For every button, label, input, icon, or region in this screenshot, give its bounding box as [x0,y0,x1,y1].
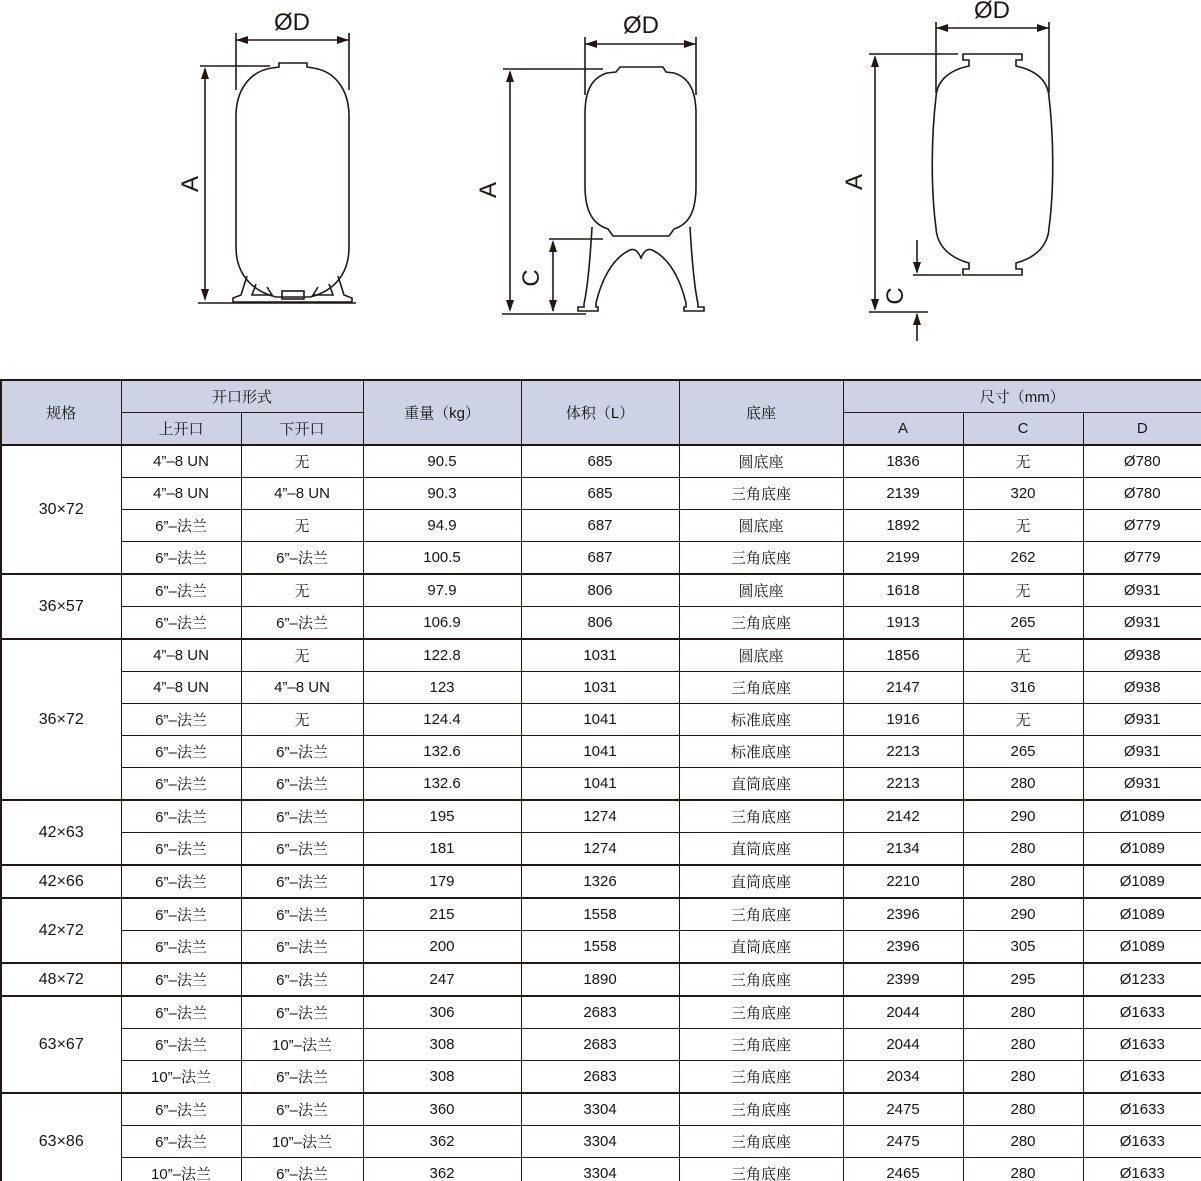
spec-cell: 63×86 [1,1093,121,1181]
table-cell: 无 [241,639,363,672]
diameter-label: ØD [623,12,659,39]
table-cell: 320 [963,478,1083,510]
table-cell: 三角底座 [679,963,843,996]
table-cell: 106.9 [363,607,521,640]
table-cell: 10”–法兰 [121,1158,241,1181]
table-cell: 6”–法兰 [241,736,363,768]
table-cell: 6”–法兰 [121,1093,241,1126]
table-cell: 直筒底座 [679,865,843,898]
table-cell: 687 [521,510,679,542]
arrowhead [936,24,948,32]
table-cell: 6”–法兰 [121,833,241,866]
table-cell: 2044 [843,996,963,1029]
table-row [1,996,1201,1029]
table-cell: 1041 [521,768,679,801]
table-cell: 6”–法兰 [121,963,241,996]
table-cell: 2396 [843,898,963,931]
table-cell: 2683 [521,1061,679,1094]
table-cell: 6”–法兰 [121,510,241,542]
table-cell: 1892 [843,510,963,542]
extension-lines [585,37,696,95]
table-cell: 无 [963,510,1083,542]
table-cell: Ø938 [1083,672,1201,704]
table-cell: 6”–法兰 [121,898,241,931]
table-cell: Ø1089 [1083,865,1201,898]
header-dim-a: A [843,413,963,446]
table-cell: 305 [963,931,1083,964]
table-cell: 2139 [843,478,963,510]
table-cell: 6”–法兰 [241,1093,363,1126]
table-cell: 123 [363,672,521,704]
table-cell: 1274 [521,800,679,833]
table-row [1,963,1201,996]
table-cell: Ø1233 [1083,963,1201,996]
table-cell: 无 [241,445,363,478]
table-cell: 3304 [521,1093,679,1126]
table-cell: 三角底座 [679,542,843,575]
table-cell: 806 [521,607,679,640]
table-cell: 2465 [843,1158,963,1181]
header-dim-c: C [963,413,1083,446]
table-cell: 90.3 [363,478,521,510]
table-cell: 4”–8 UN [241,672,363,704]
base-height-label: C [518,269,545,287]
table-cell: 三角底座 [679,478,843,510]
table-cell: 6”–法兰 [121,1126,241,1158]
arrowhead [201,289,209,301]
table-row [1,574,1201,607]
table-cell: 1618 [843,574,963,607]
table-cell: 132.6 [363,768,521,801]
arrowhead [201,67,209,79]
table-cell: 6”–法兰 [241,768,363,801]
arrowhead [549,300,557,312]
table-row [1,607,1201,640]
table-cell: 2044 [843,1029,963,1061]
table-cell: 6”–法兰 [241,865,363,898]
table-cell: 295 [963,963,1083,996]
table-cell: 标准底座 [679,704,843,736]
table-cell: 4”–8 UN [121,639,241,672]
extension-lines [236,33,349,90]
header-weight: 重量（kg） [363,380,521,445]
table-cell: 290 [963,800,1083,833]
table-cell: 4”–8 UN [121,445,241,478]
table-cell: 6”–法兰 [121,768,241,801]
table-cell: 圆底座 [679,639,843,672]
header-dim-d: D [1083,413,1201,446]
table-row [1,736,1201,768]
table-cell: Ø931 [1083,768,1201,801]
spec-cell: 63×67 [1,996,121,1093]
table-cell: 280 [963,1126,1083,1158]
spec-cell: 42×66 [1,865,121,898]
table-cell: 6”–法兰 [241,931,363,964]
table-cell: 直筒底座 [679,931,843,964]
diagram-round-base-tank [177,9,356,303]
header-bottom-opening: 下开口 [241,413,363,446]
table-cell: Ø780 [1083,478,1201,510]
spec-cell: 42×72 [1,898,121,963]
diameter-label: ØD [974,0,1010,24]
tank-body [932,54,1053,275]
table-row [1,1158,1201,1181]
table-cell: 360 [363,1093,521,1126]
header-top-opening: 上开口 [121,413,241,446]
table-cell: 2475 [843,1126,963,1158]
table-cell: Ø1089 [1083,833,1201,866]
table-cell: 1558 [521,931,679,964]
table-cell: 6”–法兰 [121,736,241,768]
table-cell: 280 [963,768,1083,801]
height-label: A [177,175,204,193]
arrowhead [585,40,597,48]
table-cell: 三角底座 [679,898,843,931]
table-cell: 195 [363,800,521,833]
table-cell: 直筒底座 [679,833,843,866]
table-cell: 306 [363,996,521,1029]
table-cell: 685 [521,478,679,510]
table-cell: 6”–法兰 [121,704,241,736]
spec-cell: 36×72 [1,639,121,800]
table-cell: 标准底座 [679,736,843,768]
table-cell: 6”–法兰 [241,963,363,996]
table-cell: 806 [521,574,679,607]
table-cell: 362 [363,1158,521,1181]
table-cell: 6”–法兰 [241,607,363,640]
table-row [1,833,1201,866]
table-cell: 280 [963,1061,1083,1094]
table-cell: 无 [241,510,363,542]
table-cell: 6”–法兰 [241,898,363,931]
table-row [1,898,1201,931]
table-cell: 10”–法兰 [241,1029,363,1061]
table-cell: 100.5 [363,542,521,575]
table-cell: Ø1633 [1083,1093,1201,1126]
extension-lines [936,22,1049,93]
table-cell: 2034 [843,1061,963,1094]
table-cell: Ø1089 [1083,898,1201,931]
table-cell: 687 [521,542,679,575]
table-cell: 6”–法兰 [241,833,363,866]
table-cell: 6”–法兰 [121,574,241,607]
table-cell: Ø931 [1083,704,1201,736]
header-dimensions: 尺寸（mm） [843,380,1201,413]
spec-table-header [1,380,1201,445]
spec-cell: 36×57 [1,574,121,639]
arrowhead [549,240,557,252]
table-cell: 179 [363,865,521,898]
table-cell: 6”–法兰 [241,1061,363,1094]
table-row [1,1029,1201,1061]
table-cell: 6”–法兰 [241,1158,363,1181]
table-cell: 4”–8 UN [241,478,363,510]
table-cell: 2683 [521,996,679,1029]
table-row [1,478,1201,510]
table-cell: 97.9 [363,574,521,607]
table-cell: 362 [363,1126,521,1158]
table-cell: Ø1633 [1083,1061,1201,1094]
table-cell: 三角底座 [679,1126,843,1158]
table-cell: 132.6 [363,736,521,768]
table-cell: 215 [363,898,521,931]
table-cell: 6”–法兰 [121,800,241,833]
table-row [1,768,1201,801]
table-cell: Ø1089 [1083,931,1201,964]
table-cell: 2396 [843,931,963,964]
table-cell: Ø931 [1083,736,1201,768]
table-row [1,672,1201,704]
tank-diagrams-svg [0,0,1201,379]
table-cell: 三角底座 [679,672,843,704]
table-cell: Ø1633 [1083,1029,1201,1061]
table-cell: 280 [963,1158,1083,1181]
table-cell: Ø1633 [1083,1158,1201,1181]
header-spec: 规格 [1,380,121,445]
table-cell: 1041 [521,736,679,768]
header-opening: 开口形式 [121,380,363,413]
table-cell: 6”–法兰 [121,931,241,964]
table-cell: 2683 [521,1029,679,1061]
table-cell: 6”–法兰 [121,607,241,640]
round-base [233,276,352,302]
table-cell: 1913 [843,607,963,640]
table-cell: 2213 [843,768,963,801]
table-row [1,1093,1201,1126]
table-cell: 无 [241,574,363,607]
table-cell: Ø931 [1083,607,1201,640]
arrowhead [506,300,514,312]
diagram-double-flange-tank [841,0,1053,341]
table-cell: 6”–法兰 [121,1029,241,1061]
table-row [1,1126,1201,1158]
table-cell: Ø938 [1083,639,1201,672]
table-row [1,510,1201,542]
table-cell: 圆底座 [679,445,843,478]
table-cell: 6”–法兰 [121,542,241,575]
table-cell: 三角底座 [679,996,843,1029]
spec-cell: 48×72 [1,963,121,996]
table-cell: 90.5 [363,445,521,478]
table-cell: Ø1633 [1083,1126,1201,1158]
table-cell: 无 [963,704,1083,736]
table-cell: 6”–法兰 [241,996,363,1029]
table-row [1,931,1201,964]
table-cell: Ø780 [1083,445,1201,478]
header-base: 底座 [679,380,843,445]
table-cell: 直筒底座 [679,768,843,801]
arrowhead [1037,24,1049,32]
table-cell: 1916 [843,704,963,736]
table-cell: 280 [963,996,1083,1029]
arrowhead [506,70,514,82]
table-cell: 10”–法兰 [121,1061,241,1094]
table-cell: 280 [963,865,1083,898]
table-cell: 265 [963,736,1083,768]
table-cell: 三角底座 [679,1093,843,1126]
table-cell: 290 [963,898,1083,931]
table-cell: 圆底座 [679,510,843,542]
table-cell: 280 [963,1029,1083,1061]
table-cell: 265 [963,607,1083,640]
table-cell: Ø779 [1083,510,1201,542]
base-height-label: C [882,287,909,305]
table-cell: 94.9 [363,510,521,542]
table-cell: 10”–法兰 [241,1126,363,1158]
table-cell: 6”–法兰 [241,800,363,833]
table-cell: 2147 [843,672,963,704]
table-row [1,445,1201,478]
table-cell: 316 [963,672,1083,704]
table-cell: 圆底座 [679,574,843,607]
header-row-1 [1,380,1201,413]
table-cell: 1856 [843,639,963,672]
table-cell: 无 [241,704,363,736]
table-cell: 685 [521,445,679,478]
table-cell: 6”–法兰 [241,542,363,575]
table-cell: 1890 [521,963,679,996]
table-cell: 4”–8 UN [121,478,241,510]
arrowhead [913,313,921,325]
table-cell: 181 [363,833,521,866]
table-cell: 4”–8 UN [121,672,241,704]
table-cell: 200 [363,931,521,964]
table-cell: Ø931 [1083,574,1201,607]
table-cell: 3304 [521,1158,679,1181]
table-cell: 122.8 [363,639,521,672]
table-cell: 6”–法兰 [121,996,241,1029]
height-label: A [841,173,868,191]
table-cell: 3304 [521,1126,679,1158]
table-cell: 308 [363,1029,521,1061]
spec-cell: 42×63 [1,800,121,865]
diameter-label: ØD [274,9,310,36]
arrowhead [871,55,879,67]
tank-diagrams [0,0,1201,379]
table-cell: 无 [963,574,1083,607]
table-cell: 无 [963,639,1083,672]
table-row [1,639,1201,672]
table-row [1,542,1201,575]
table-cell: 280 [963,833,1083,866]
table-cell: 三角底座 [679,607,843,640]
table-row [1,865,1201,898]
arrowhead [913,262,921,274]
table-row [1,800,1201,833]
table-cell: 280 [963,1093,1083,1126]
table-row [1,704,1201,736]
tank-body [236,63,349,297]
arrowhead [871,299,879,311]
table-cell: 308 [363,1061,521,1094]
height-label: A [475,181,502,199]
table-cell: 2475 [843,1093,963,1126]
table-cell: 1836 [843,445,963,478]
header-volume: 体积（L） [521,380,679,445]
table-cell: Ø779 [1083,542,1201,575]
table-cell: 124.4 [363,704,521,736]
table-cell: 三角底座 [679,1061,843,1094]
table-cell: 1031 [521,639,679,672]
table-cell: 1274 [521,833,679,866]
table-cell: 1031 [521,672,679,704]
table-cell: 2210 [843,865,963,898]
table-cell: 2199 [843,542,963,575]
table-row [1,1061,1201,1094]
spec-cell: 30×72 [1,445,121,574]
diagram-tripod-base-tank [475,12,704,314]
table-cell: 1041 [521,704,679,736]
spec-table-body [1,445,1201,1181]
table-cell: 247 [363,963,521,996]
table-cell: 2213 [843,736,963,768]
table-cell: 2399 [843,963,963,996]
table-cell: 三角底座 [679,1158,843,1181]
arrowhead [236,36,248,44]
table-cell: 6”–法兰 [121,865,241,898]
spec-table [0,379,1201,1181]
table-cell: 无 [963,445,1083,478]
table-cell: 2134 [843,833,963,866]
table-cell: 1326 [521,865,679,898]
table-cell: 262 [963,542,1083,575]
arrowhead [337,36,349,44]
table-cell: 2142 [843,800,963,833]
tank-body [585,67,696,236]
table-cell: 三角底座 [679,1029,843,1061]
table-cell: Ø1633 [1083,996,1201,1029]
table-cell: 三角底座 [679,800,843,833]
arrowhead [684,40,696,48]
table-cell: 1558 [521,898,679,931]
table-cell: Ø1089 [1083,800,1201,833]
